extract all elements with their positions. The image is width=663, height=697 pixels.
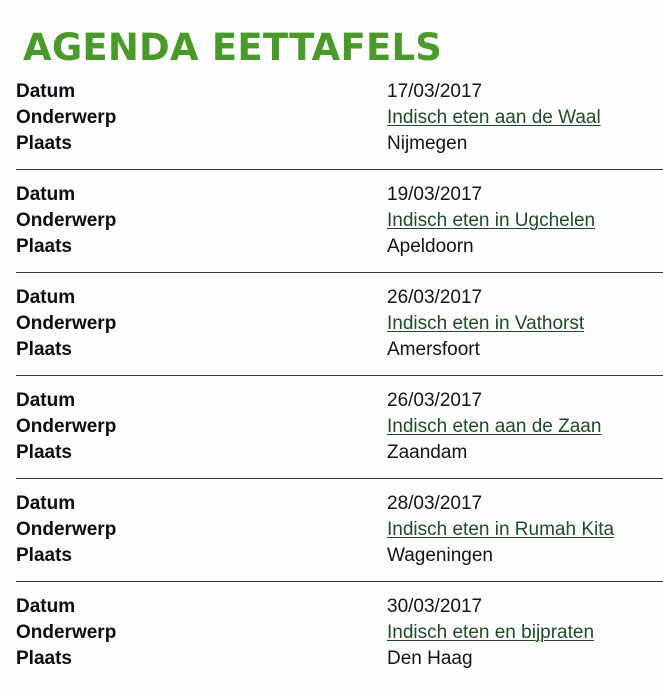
date-row (16, 182, 663, 208)
date-label: Datum (16, 596, 76, 617)
subject-label: Onderwerp (16, 210, 117, 231)
place-label: Plaats (16, 442, 72, 463)
subject-link[interactable]: Indisch eten aan de Zaan (387, 416, 602, 437)
place-label: Plaats (16, 236, 72, 257)
date-value: 26/03/2017 (387, 390, 483, 411)
place-value: Amersfoort (387, 339, 480, 360)
place-label: Plaats (16, 339, 72, 360)
subject-label: Onderwerp (16, 107, 117, 128)
subject-link[interactable]: Indisch eten in Vathorst (387, 313, 585, 334)
subject-label: Onderwerp (16, 519, 117, 540)
date-label: Datum (16, 184, 76, 205)
agenda-item (16, 285, 663, 388)
agenda-item (16, 79, 663, 182)
subject-link[interactable]: Indisch eten in Rumah Kita (387, 519, 615, 540)
date-label: Datum (16, 81, 76, 102)
agenda-item (16, 388, 663, 491)
divider (16, 478, 663, 479)
date-label: Datum (16, 493, 76, 514)
divider (16, 169, 663, 170)
date-row (16, 388, 663, 414)
divider (16, 581, 663, 582)
place-value: Zaandam (387, 442, 468, 463)
place-row (16, 234, 663, 260)
date-value: 26/03/2017 (387, 287, 483, 308)
date-row (16, 491, 663, 517)
subject-link[interactable]: Indisch eten aan de Waal (387, 107, 601, 128)
place-row (16, 646, 663, 672)
date-value: 30/03/2017 (387, 596, 483, 617)
date-label: Datum (16, 287, 76, 308)
date-value: 19/03/2017 (387, 184, 483, 205)
date-value: 17/03/2017 (387, 81, 483, 102)
subject-link[interactable]: Indisch eten en bijpraten (387, 622, 595, 643)
divider (16, 375, 663, 376)
divider (16, 272, 663, 273)
date-row (16, 594, 663, 620)
subject-row (16, 208, 663, 234)
place-row (16, 337, 663, 363)
subject-row (16, 620, 663, 646)
subject-row (16, 517, 663, 543)
place-value: Apeldoorn (387, 236, 474, 257)
agenda-list (16, 79, 663, 697)
place-value: Nijmegen (387, 133, 468, 154)
date-value: 28/03/2017 (387, 493, 483, 514)
subject-row (16, 105, 663, 131)
place-label: Plaats (16, 133, 72, 154)
place-value: Wageningen (387, 545, 493, 566)
subject-row (16, 311, 663, 337)
place-row (16, 440, 663, 466)
subject-label: Onderwerp (16, 416, 117, 437)
place-row (16, 543, 663, 569)
subject-label: Onderwerp (16, 622, 117, 643)
subject-row (16, 414, 663, 440)
place-label: Plaats (16, 648, 72, 669)
agenda-item (16, 491, 663, 594)
place-value: Den Haag (387, 648, 473, 669)
date-row (16, 285, 663, 311)
place-label: Plaats (16, 545, 72, 566)
place-row (16, 131, 663, 157)
agenda-item (16, 182, 663, 285)
page-title: AGENDA EETTAFELS (23, 26, 443, 69)
date-label: Datum (16, 390, 76, 411)
agenda-item (16, 594, 663, 697)
subject-label: Onderwerp (16, 313, 117, 334)
date-row (16, 79, 663, 105)
subject-link[interactable]: Indisch eten in Ugchelen (387, 210, 596, 231)
